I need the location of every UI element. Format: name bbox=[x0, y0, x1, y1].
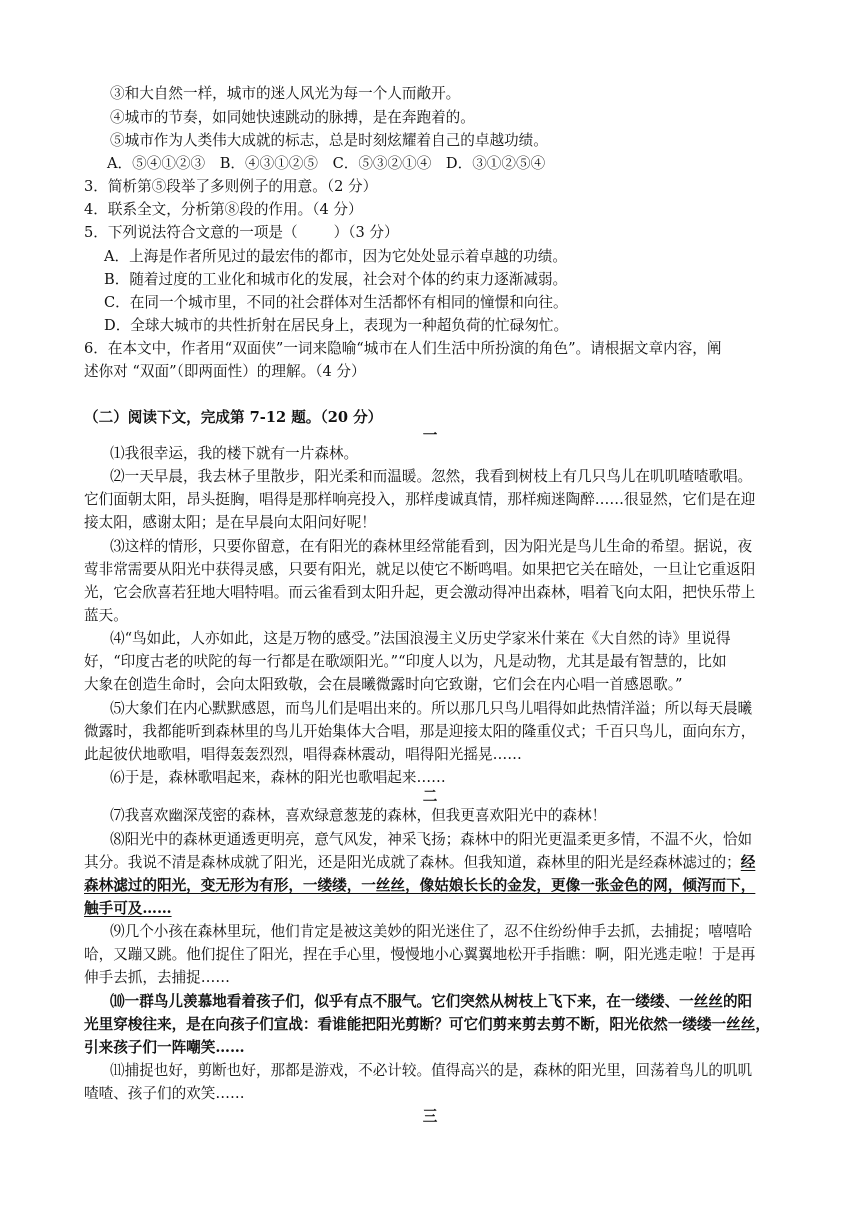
question-4: 4．联系全文，分析第⑧段的作用。（4 分） bbox=[84, 201, 363, 218]
part-marker-2: 二 bbox=[422, 788, 438, 805]
paragraph-3-line4: 蓝天。 bbox=[84, 607, 128, 624]
paragraph-9-line1: ⑼几个小孩在森林里玩，他们肯定是被这美妙的阳光迷住了，忍不住纷纷伸手去抓，去捕捉；嘻嘻哈 bbox=[110, 923, 753, 940]
paragraph-8-line4-underlined: 触手可及…… bbox=[84, 900, 172, 917]
paragraph-3-line2: 莺非常需要从阳光中获得灵感，只要有阳光，就足以使它不断鸣唱。如果把它关在暗处，一旦让它重返阳 bbox=[84, 561, 756, 578]
question-5 bbox=[84, 222, 399, 244]
paragraph-11-line1: ⑾捕捉也好，剪断也好，那都是游戏，不必计较。值得高兴的是，森林的阳光里，回荡着鸟儿的叽叽 bbox=[110, 1062, 753, 1079]
paragraph-10-line3: 引来孩子们一阵嘲笑…… bbox=[84, 1039, 245, 1056]
option-item-5: ⑤城市作为人类伟大成就的标志，总是时刻炫耀着自己的卓越功绩。 bbox=[110, 132, 548, 149]
paragraph-4-line1: ⑷“鸟如此，人亦如此，这是万物的感受。”法国浪漫主义历史学家米什莱在《大自然的诗》里说得 bbox=[110, 630, 731, 647]
paragraph-10-line1: ⑽一群鸟儿羡慕地看着孩子们，似乎有点不服气。它们突然从树枝上飞下来，在一缕缕、一丝丝的阳 bbox=[110, 993, 753, 1010]
question-5-option-b: B．随着过度的工业化和城市化的发展，社会对个体的约束力逐渐减弱。 bbox=[104, 271, 568, 288]
paragraph-11-line2: 喳喳、孩子们的欢笑…… bbox=[84, 1085, 245, 1102]
paragraph-2-line1: ⑵一天早晨，我去林子里散步，阳光柔和而温暖。忽然，我看到树枝上有几只鸟儿在叽叽喳喳歌唱。 bbox=[110, 468, 753, 485]
option-item-3: ③和大自然一样，城市的迷人风光为每一个人而敞开。 bbox=[110, 85, 461, 102]
paragraph-3-line1: ⑶这样的情形，只要你留意，在有阳光的森林里经常能看到，因为阳光是鸟儿生命的希望。据说，夜 bbox=[110, 538, 753, 555]
question-5-score: ）（3 分） bbox=[333, 224, 399, 241]
paragraph-8-line1: ⑻阳光中的森林更通透更明亮，意气风发，神采飞扬；森林中的阳光更温柔更多情，不温不火，恰如 bbox=[110, 831, 753, 848]
section-heading: （二）阅读下文，完成第 7-12 题。（20 分） bbox=[84, 409, 383, 426]
question-3: 3．简析第⑤段举了多则例子的用意。（2 分） bbox=[84, 178, 378, 195]
paragraph-8-line2 bbox=[84, 852, 755, 874]
paragraph-4-line3: 大象在创造生命时，会向太阳致敬，会在晨曦微露时向它致谢，它们会在内心唱一首感恩歌。” bbox=[84, 676, 683, 693]
question-6-line2: 述你对 “双面”（即两面性）的理解。（4 分） bbox=[84, 363, 366, 380]
paragraph-2-line2: 它们面朝太阳，昂头挺胸，唱得是那样响亮投入，那样虔诚真情，那样痴迷陶醉……很显然，它们是在迎 bbox=[84, 491, 756, 508]
question-5-option-c: C．在同一个城市里，不同的社会群体对生活都怀有相同的憧憬和向往。 bbox=[104, 294, 568, 311]
paragraph-5-line2: 微露时，我都能听到森林里的鸟儿开始集体大合唱，那是迎接太阳的隆重仪式；千百只鸟儿，面向东方， bbox=[84, 723, 756, 740]
option-item-4: ④城市的节奏，如同她快速跳动的脉搏，是在奔跑着的。 bbox=[110, 109, 475, 126]
paragraph-5-line1: ⑸大象们在内心默默感恩，而鸟儿们是唱出来的。所以那几只鸟儿唱得如此热情洋溢；所以每天晨曦 bbox=[110, 700, 753, 717]
paragraph-3-line3: 光，它会欣喜若狂地大唱特唱。而云雀看到太阳升起，更会激动得冲出森林，唱着飞向太阳，把快乐带上 bbox=[84, 584, 756, 601]
question-5-option-d: D．全球大城市的共性折射在居民身上，表现为一种超负荷的忙碌匆忙。 bbox=[104, 317, 569, 334]
part-marker-1: 一 bbox=[422, 427, 438, 444]
paragraph-10-line2: 光里穿梭往来，是在向孩子们宣战：看谁能把阳光剪断？可它们剪来剪去剪不断，阳光依然一缕缕一丝丝， bbox=[84, 1016, 770, 1033]
question-6-line1: 6．在本文中，作者用“双面侠”一词来隐喻“城市在人们生活中所扮演的角色”。请根据文章内容，阐 bbox=[84, 340, 722, 357]
paragraph-9-line3: 伸手去抓，去捕捉…… bbox=[84, 969, 230, 986]
question-5-option-a: A．上海是作者所见过的最宏伟的都市，因为它处处显示着卓越的功绩。 bbox=[104, 248, 567, 265]
paragraph-8-line2-text: 其分。我说不清是森林成就了阳光，还是阳光成就了森林。但我知道，森林里的阳光是经森林滤过的； bbox=[84, 854, 741, 871]
paragraph-1: ⑴我很幸运，我的楼下就有一片森林。 bbox=[110, 445, 359, 462]
paragraph-8-line3-underlined: 森林滤过的阳光，变无形为有形，一缕缕，一丝丝，像姑娘长长的金发，更像一张金色的网，倾泻而下， bbox=[84, 877, 756, 894]
paragraph-6: ⑹于是，森林歌唱起来，森林的阳光也歌唱起来…… bbox=[110, 769, 446, 786]
paragraph-8-underlined-start: 经 bbox=[740, 854, 756, 871]
paragraph-2-line3: 接太阳，感谢太阳；是在早晨向太阳问好呢！ bbox=[84, 514, 376, 531]
paragraph-5-line3: 此起彼伏地歌唱，唱得轰轰烈烈，唱得森林震动，唱得阳光摇晃…… bbox=[84, 746, 522, 763]
paragraph-4-line2: 好，“印度古老的吠陀的每一行都是在歌颂阳光。”“印度人以为，凡是动物，尤其是最有智慧的，比如 bbox=[84, 653, 727, 670]
question-5-stem: 5．下列说法符合文意的一项是（ bbox=[84, 224, 298, 241]
paragraph-9-line2: 哈，又蹦又跳。他们捉住了阳光，捏在手心里，慢慢地小心翼翼地松开手指瞧：啊，阳光逃走啦！于是再 bbox=[84, 946, 756, 963]
paragraph-7: ⑺我喜欢幽深茂密的森林，喜欢绿意葱茏的森林，但我更喜欢阳光中的森林！ bbox=[110, 807, 607, 824]
part-marker-3: 三 bbox=[422, 1108, 438, 1125]
option-choices: A．⑤④①②③ B．④③①②⑤ C．⑤③②①④ D．③①②⑤④ bbox=[107, 155, 546, 172]
